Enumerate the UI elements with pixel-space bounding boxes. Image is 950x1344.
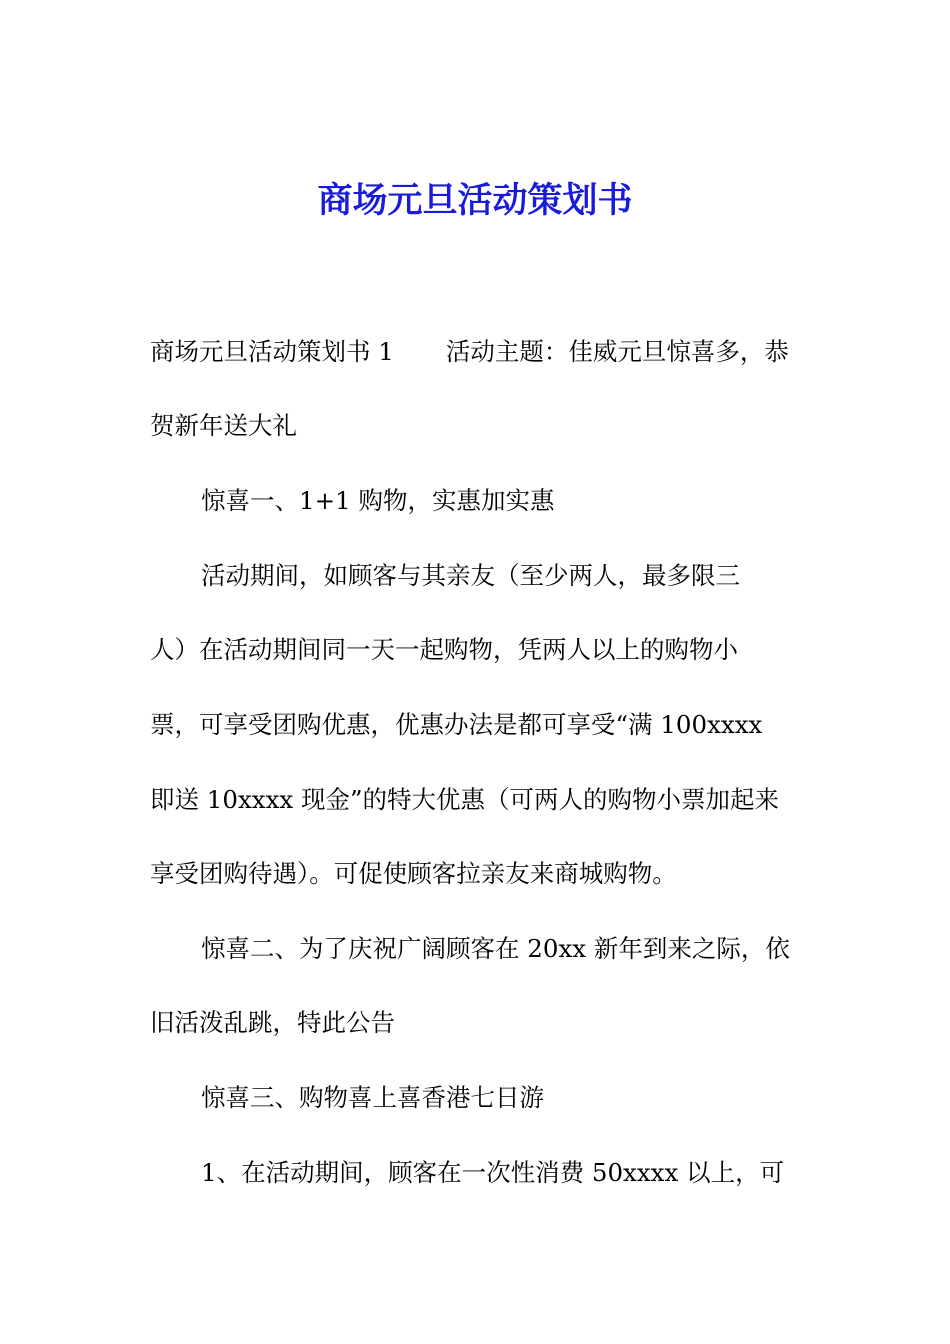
document-title: 商场元旦活动策划书	[317, 180, 633, 221]
paragraph-line: 即送 10xxxx 现金”的特大优惠（可两人的购物小票加起来	[150, 785, 780, 814]
paragraph-line: 享受团购待遇）。可促使顾客拉亲友来商城购物。	[150, 859, 677, 888]
paragraph-line: 1、在活动期间，顾客在一次性消费 50xxxx 以上，可	[201, 1158, 785, 1187]
activity-theme-text: 活动主题：佳威元旦惊喜多，恭	[445, 337, 789, 366]
paragraph-line: 票，可享受团购优惠，优惠办法是都可享受“满 100xxxx	[150, 710, 763, 739]
text-line-1	[150, 334, 789, 370]
surprise-two-heading: 惊喜二、为了庆祝广阔顾客在 20xx 新年到来之际，依	[201, 934, 790, 963]
section-heading: 商场元旦活动策划书 1	[150, 337, 394, 366]
paragraph-line: 旧活泼乱跳，特此公告	[150, 1008, 395, 1037]
surprise-one-heading: 惊喜一、1+1 购物，实惠加实惠	[201, 486, 555, 515]
surprise-three-heading: 惊喜三、购物喜上喜香港七日游	[201, 1083, 544, 1112]
paragraph-line: 活动期间，如顾客与其亲友（至少两人，最多限三	[201, 561, 740, 590]
paragraph-line: 人）在活动期间同一天一起购物，凭两人以上的购物小	[150, 635, 738, 664]
text-line-2: 贺新年送大礼	[150, 411, 297, 440]
